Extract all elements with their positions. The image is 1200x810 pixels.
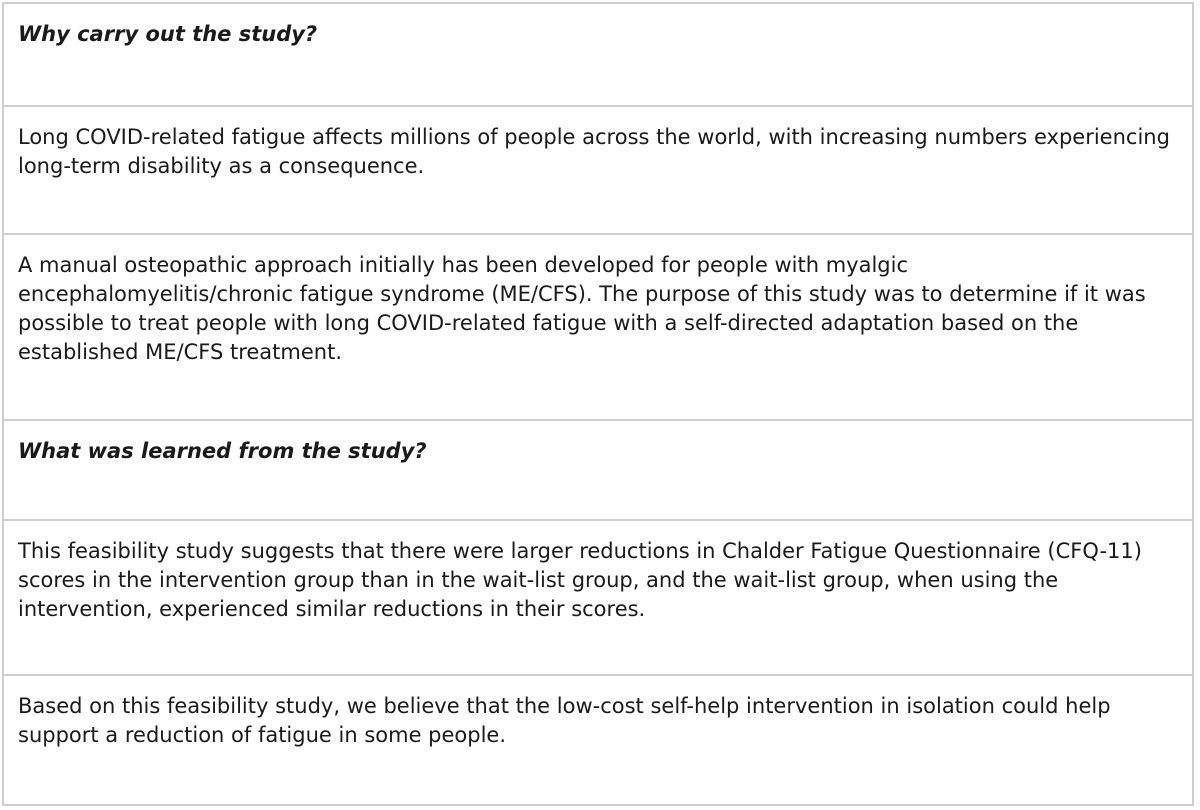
- section-heading-why: Why carry out the study?: [4, 4, 1192, 107]
- summary-point-3: This feasibility study suggests that there were larger reductions in Chalder Fatigue Questionnaire (CFQ-11) scores in the intervention group than in the wait-list group, and the wait-list group, when using the intervention, experienced similar reductions in their scores.: [4, 521, 1192, 676]
- summary-point-4: Based on this feasibility study, we believe that the low-cost self-help intervention in isolation could help support a reduction of fatigue in some people.: [18, 694, 1111, 747]
- summary-point-1: Long COVID-related fatigue affects millions of people across the world, with increasing numbers experiencing long-term disability as a consequence.: [4, 107, 1192, 235]
- summary-point-2: A manual osteopathic approach initially has been developed for people with myalgic encephalomyelitis/chronic fatigue syndrome (ME/CFS). The purpose of this study was to determine if it was possible to treat people with long COVID-related fatigue with a self-directed adaptation based on the established ME/CFS treatment.: [4, 235, 1192, 421]
- key-summary-box: [2, 2, 1194, 806]
- section-heading-learned: What was learned from the study?: [4, 421, 1192, 521]
